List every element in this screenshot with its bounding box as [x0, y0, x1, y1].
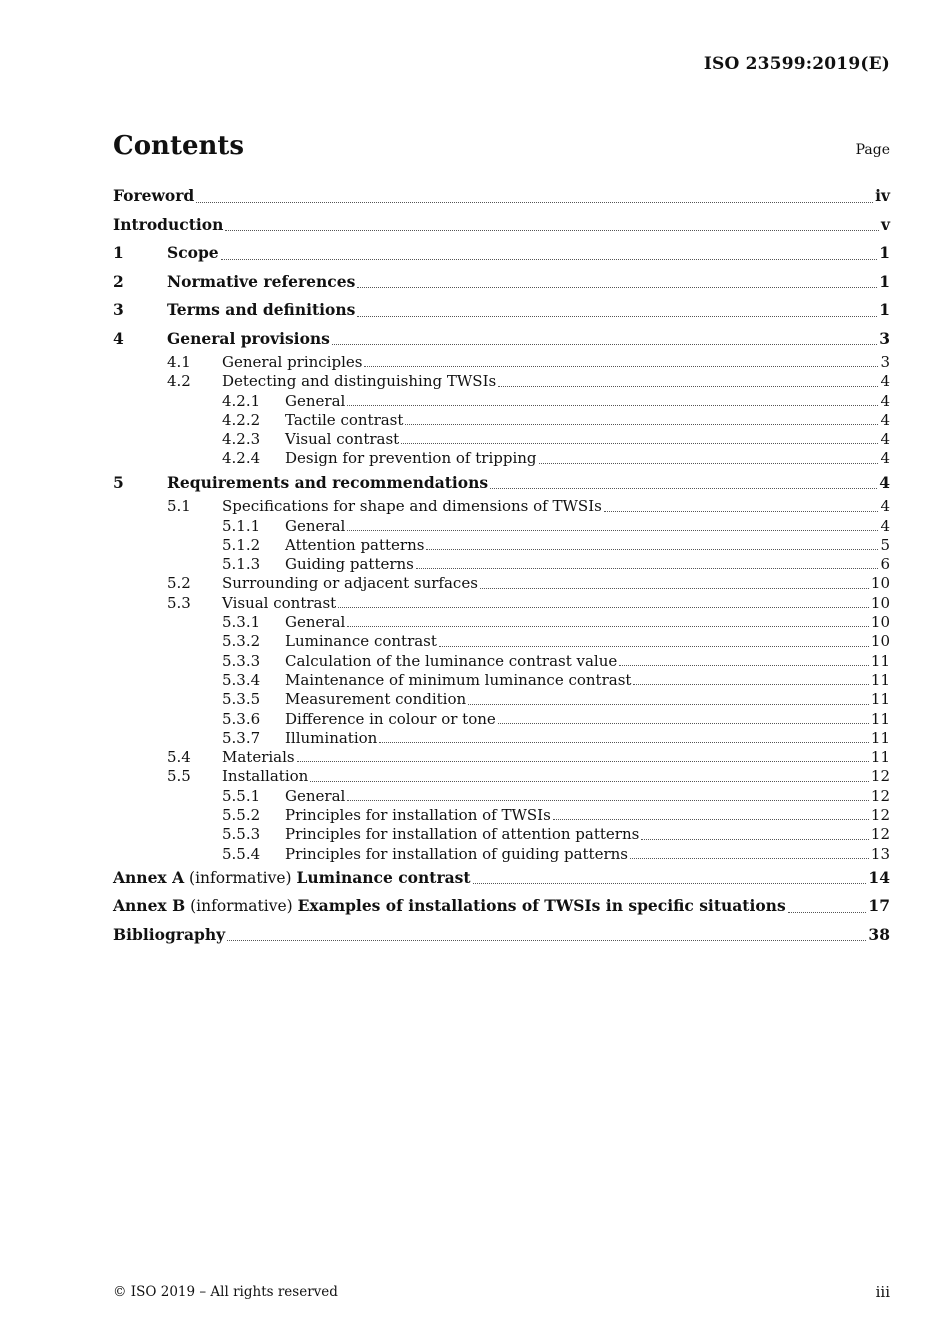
toc-entry-page: 10: [870, 593, 890, 612]
toc-entry-title-text: Normative references: [167, 271, 356, 291]
toc-entry-title: [285, 690, 466, 709]
toc-entry-page: 38: [868, 924, 890, 944]
toc-entry-page: 10: [870, 613, 890, 632]
toc-entry[interactable]: [113, 517, 890, 536]
toc-entry[interactable]: [113, 574, 890, 593]
toc-entry-number: 4.2: [167, 372, 191, 391]
annex-title: Examples of installations of TWSIs in specific situations: [297, 896, 786, 916]
toc-entry-title-text: Scope: [167, 243, 219, 262]
toc-entry[interactable]: [113, 892, 890, 921]
toc-entry[interactable]: [113, 671, 890, 690]
dot-leader: [357, 268, 877, 297]
dot-leader: [405, 411, 878, 430]
toc-entry[interactable]: [113, 710, 890, 729]
toc-entry-title-text: Principles for installation of TWSIs: [285, 806, 551, 825]
dot-leader: [221, 239, 878, 268]
toc-entry-page: 11: [870, 670, 890, 689]
toc-entry[interactable]: [113, 239, 890, 268]
toc-entry-title: [285, 710, 496, 729]
toc-entry-title-text: Foreword: [113, 186, 195, 205]
dot-leader: [379, 729, 869, 748]
toc-entry-number: 5.1: [167, 497, 191, 516]
toc-entry-title-text: Visual contrast: [222, 593, 337, 612]
dot-leader: [332, 325, 877, 354]
toc-entry-title-text: General: [285, 613, 346, 632]
toc-entry-title-text: General principles: [222, 353, 363, 371]
toc-entry-page: 10: [870, 574, 890, 593]
toc-entry-title: [285, 825, 639, 844]
dot-leader: [604, 497, 879, 516]
toc-entry[interactable]: [113, 787, 890, 806]
toc-entry-title-text: Calculation of the luminance contrast value: [285, 651, 618, 670]
toc-entry[interactable]: [113, 392, 890, 411]
toc-entry-title: [285, 787, 345, 806]
toc-entry[interactable]: [113, 372, 890, 391]
dot-leader: [364, 353, 878, 372]
toc-entry-page: 12: [870, 767, 890, 786]
toc-entry-title-text: Bibliography: [113, 924, 226, 944]
toc-entry-title: [285, 845, 628, 864]
toc-entry-number: 4.2.4: [222, 449, 261, 468]
toc-entry-number: 5.1.1: [222, 516, 261, 535]
toc-entry-title-text: Annex B: [113, 896, 186, 916]
toc-entry-page: 12: [870, 786, 890, 805]
toc-entry-title: [285, 555, 414, 574]
dot-leader: [498, 710, 869, 729]
toc-entry-title: [113, 864, 471, 893]
toc-entry-page: 3: [880, 353, 890, 371]
toc-entry-title: [285, 729, 377, 748]
toc-entry-number: 5.5.3: [222, 825, 261, 844]
dot-leader: [227, 921, 866, 950]
toc-entry-number: 4.2.2: [222, 410, 261, 429]
toc-entry-page: 4: [879, 472, 890, 492]
toc-entry-title-text: General: [285, 786, 346, 805]
toc-entry-page: 17: [868, 896, 890, 916]
toc-entry-title-text: Design for prevention of tripping: [285, 449, 537, 468]
toc-entry-page: 4: [880, 497, 890, 516]
dot-leader: [490, 469, 877, 498]
toc-entry-number: 3: [113, 300, 124, 319]
toc-entry[interactable]: [113, 594, 890, 613]
toc-entry-title: [167, 268, 355, 297]
dot-leader: [619, 652, 869, 671]
dot-leader: [297, 748, 869, 767]
toc-entry-page: 12: [870, 825, 890, 844]
toc-entry-title: [222, 353, 362, 372]
toc-entry-number: 5.3.3: [222, 651, 261, 670]
toc-entry[interactable]: [113, 864, 890, 893]
toc-entry-title-text: Visual contrast: [285, 430, 400, 449]
toc-entry-page: 6: [880, 555, 890, 574]
toc-entry-page: 1: [879, 300, 890, 319]
dot-leader: [553, 806, 869, 825]
dot-leader: [633, 671, 868, 690]
toc-entry-title: [222, 767, 308, 786]
dot-leader: [480, 574, 869, 593]
toc-entry[interactable]: [113, 497, 890, 516]
dot-leader: [426, 536, 878, 555]
toc-entry-title: [285, 449, 537, 468]
toc-entry[interactable]: [113, 921, 890, 950]
toc-entry[interactable]: [113, 536, 890, 555]
toc-entry-number: 5.2: [167, 574, 191, 593]
copyright-notice: © ISO 2019 – All rights reserved: [113, 1284, 338, 1300]
toc-entry[interactable]: [113, 211, 890, 240]
toc-entry-title-text: Tactile contrast: [285, 410, 404, 429]
toc-entry-page: 11: [870, 651, 890, 670]
toc-entry[interactable]: [113, 748, 890, 767]
document-id: ISO 23599:2019(E): [703, 54, 890, 74]
toc-entry-title-text: Annex A: [113, 867, 185, 887]
dot-leader: [439, 632, 869, 651]
toc-entry[interactable]: [113, 325, 890, 354]
dot-leader: [630, 845, 869, 864]
dot-leader: [347, 517, 878, 536]
toc-entry-title-text: Luminance contrast: [285, 632, 437, 651]
dot-leader: [401, 430, 878, 449]
toc-entry[interactable]: [113, 729, 890, 748]
toc-entry[interactable]: [113, 806, 890, 825]
toc-entry-title: [167, 469, 488, 498]
dot-leader: [357, 296, 877, 325]
table-of-contents: [113, 182, 890, 949]
toc-entry-title: [113, 182, 194, 211]
toc-entry-page: 1: [879, 243, 890, 262]
toc-entry-title: [113, 921, 225, 950]
toc-entry-title: [113, 892, 786, 921]
toc-entry[interactable]: [113, 430, 890, 449]
toc-entry-number: 4.2.3: [222, 430, 261, 449]
toc-entry-number: 5.3.4: [222, 670, 261, 689]
toc-entry-title: [285, 652, 617, 671]
dot-leader: [347, 613, 869, 632]
dot-leader: [788, 892, 867, 921]
toc-entry-number: 2: [113, 271, 124, 291]
toc-entry-number: 4: [113, 328, 124, 348]
toc-entry-page: v: [880, 214, 890, 234]
dot-leader: [196, 182, 873, 211]
annex-type-label: (informative): [184, 868, 297, 887]
toc-entry-number: 5.5.1: [222, 786, 261, 805]
toc-entry-page: 5: [880, 535, 890, 554]
toc-entry-title: [285, 411, 403, 430]
toc-entry-page: 1: [879, 271, 890, 291]
toc-entry-title-text: Attention patterns: [285, 535, 425, 554]
toc-entry-number: 5.1.2: [222, 535, 261, 554]
toc-entry-title-text: General: [285, 391, 346, 410]
annex-type-label: (informative): [185, 897, 298, 916]
toc-entry-page: 4: [880, 372, 890, 391]
dot-leader: [225, 211, 879, 240]
toc-entry-title: [222, 748, 295, 767]
toc-entry-title-text: Specifications for shape and dimensions of TWSIs: [222, 497, 602, 516]
toc-entry-title-text: Detecting and distinguishing TWSIs: [222, 372, 497, 391]
toc-entry-title-text: General: [285, 516, 346, 535]
toc-entry-title-text: Materials: [222, 748, 295, 767]
toc-entry-page: 11: [870, 728, 890, 747]
toc-entry-title-text: General provisions: [167, 328, 330, 348]
toc-entry-title: [285, 632, 437, 651]
toc-entry-number: 4.1: [167, 353, 191, 371]
toc-entry-title: [285, 671, 631, 690]
toc-entry[interactable]: [113, 652, 890, 671]
toc-entry[interactable]: [113, 632, 890, 651]
toc-entry-title-text: Installation: [222, 767, 309, 786]
toc-entry-title-text: Guiding patterns: [285, 555, 414, 574]
toc-entry-number: 5.3.6: [222, 709, 261, 728]
toc-entry-title: [285, 536, 424, 555]
toc-entry[interactable]: [113, 411, 890, 430]
toc-entry[interactable]: [113, 268, 890, 297]
toc-entry[interactable]: [113, 767, 890, 786]
annex-title: Luminance contrast: [296, 867, 471, 887]
toc-entry-number: 5.3: [167, 593, 191, 612]
toc-entry-page: 12: [870, 806, 890, 825]
toc-entry-title: [167, 325, 330, 354]
toc-entry-number: 5.3.7: [222, 728, 261, 747]
toc-entry-title-text: Surrounding or adjacent surfaces: [222, 574, 478, 593]
toc-entry-page: 3: [879, 328, 890, 348]
toc-entry-title: [167, 296, 355, 325]
dot-leader: [347, 787, 869, 806]
toc-entry[interactable]: [113, 555, 890, 574]
toc-entry-title: [222, 372, 496, 391]
toc-entry-page: 4: [880, 391, 890, 410]
toc-entry-page: 14: [868, 867, 890, 887]
toc-entry-title-text: Requirements and recommendations: [167, 472, 489, 492]
dot-leader: [498, 372, 878, 391]
toc-entry-page: 13: [870, 844, 890, 863]
toc-entry-page: 10: [870, 632, 890, 651]
toc-entry[interactable]: [113, 469, 890, 498]
toc-entry[interactable]: [113, 182, 890, 211]
toc-entry-number: 5.1.3: [222, 555, 261, 574]
dot-leader: [310, 767, 869, 786]
toc-entry[interactable]: [113, 353, 890, 372]
toc-entry-number: 4.2.1: [222, 391, 261, 410]
dot-leader: [347, 392, 878, 411]
toc-entry-number: 5.3.2: [222, 632, 261, 651]
dot-leader: [468, 690, 869, 709]
dot-leader: [641, 825, 869, 844]
toc-entry-number: 5: [113, 472, 124, 492]
toc-entry-page: 4: [880, 410, 890, 429]
toc-entry[interactable]: [113, 845, 890, 864]
toc-entry-number: 5.4: [167, 748, 191, 767]
toc-entry-number: 1: [113, 243, 124, 262]
toc-entry-page: iv: [875, 186, 890, 205]
toc-entry-page: 11: [870, 690, 890, 709]
toc-entry-number: 5.5.4: [222, 844, 261, 863]
dot-leader: [473, 864, 867, 893]
toc-entry-title: [285, 392, 345, 411]
toc-entry-page: 11: [870, 748, 890, 767]
toc-entry-title-text: Principles for installation of attention patterns: [285, 825, 640, 844]
dot-leader: [338, 594, 869, 613]
page-column-label: Page: [855, 142, 890, 158]
toc-entry-title: [285, 613, 345, 632]
page-number: iii: [875, 1283, 890, 1301]
toc-entry-title: [285, 430, 399, 449]
toc-entry-title: [167, 239, 219, 268]
toc-entry-number: 5.3.5: [222, 690, 261, 709]
toc-entry-title-text: Principles for installation of guiding patterns: [285, 844, 628, 863]
toc-entry-title: [222, 497, 602, 516]
toc-entry-title: [285, 517, 345, 536]
toc-entry-title: [222, 574, 478, 593]
toc-entry-page: 4: [880, 430, 890, 449]
contents-heading: Contents: [113, 131, 245, 161]
toc-entry-title: [222, 594, 336, 613]
toc-entry-title-text: Introduction: [113, 214, 224, 234]
toc-entry-title: [285, 806, 551, 825]
toc-entry[interactable]: [113, 690, 890, 709]
toc-entry[interactable]: [113, 296, 890, 325]
toc-entry-title-text: Illumination: [285, 728, 378, 747]
dot-leader: [539, 449, 879, 468]
toc-entry[interactable]: [113, 825, 890, 844]
toc-entry[interactable]: [113, 613, 890, 632]
toc-entry-title-text: Measurement condition: [285, 690, 467, 709]
toc-entry-title-text: Maintenance of minimum luminance contrast: [285, 670, 632, 689]
toc-entry-title-text: Difference in colour or tone: [285, 709, 496, 728]
toc-entry-number: 5.3.1: [222, 613, 261, 632]
toc-entry-page: 4: [880, 516, 890, 535]
toc-entry[interactable]: [113, 449, 890, 468]
toc-entry-page: 4: [880, 449, 890, 468]
toc-entry-number: 5.5.2: [222, 806, 261, 825]
toc-entry-page: 11: [870, 709, 890, 728]
toc-entry-title-text: Terms and definitions: [167, 300, 356, 319]
dot-leader: [416, 555, 879, 574]
toc-entry-number: 5.5: [167, 767, 191, 786]
toc-entry-title: [113, 211, 223, 240]
